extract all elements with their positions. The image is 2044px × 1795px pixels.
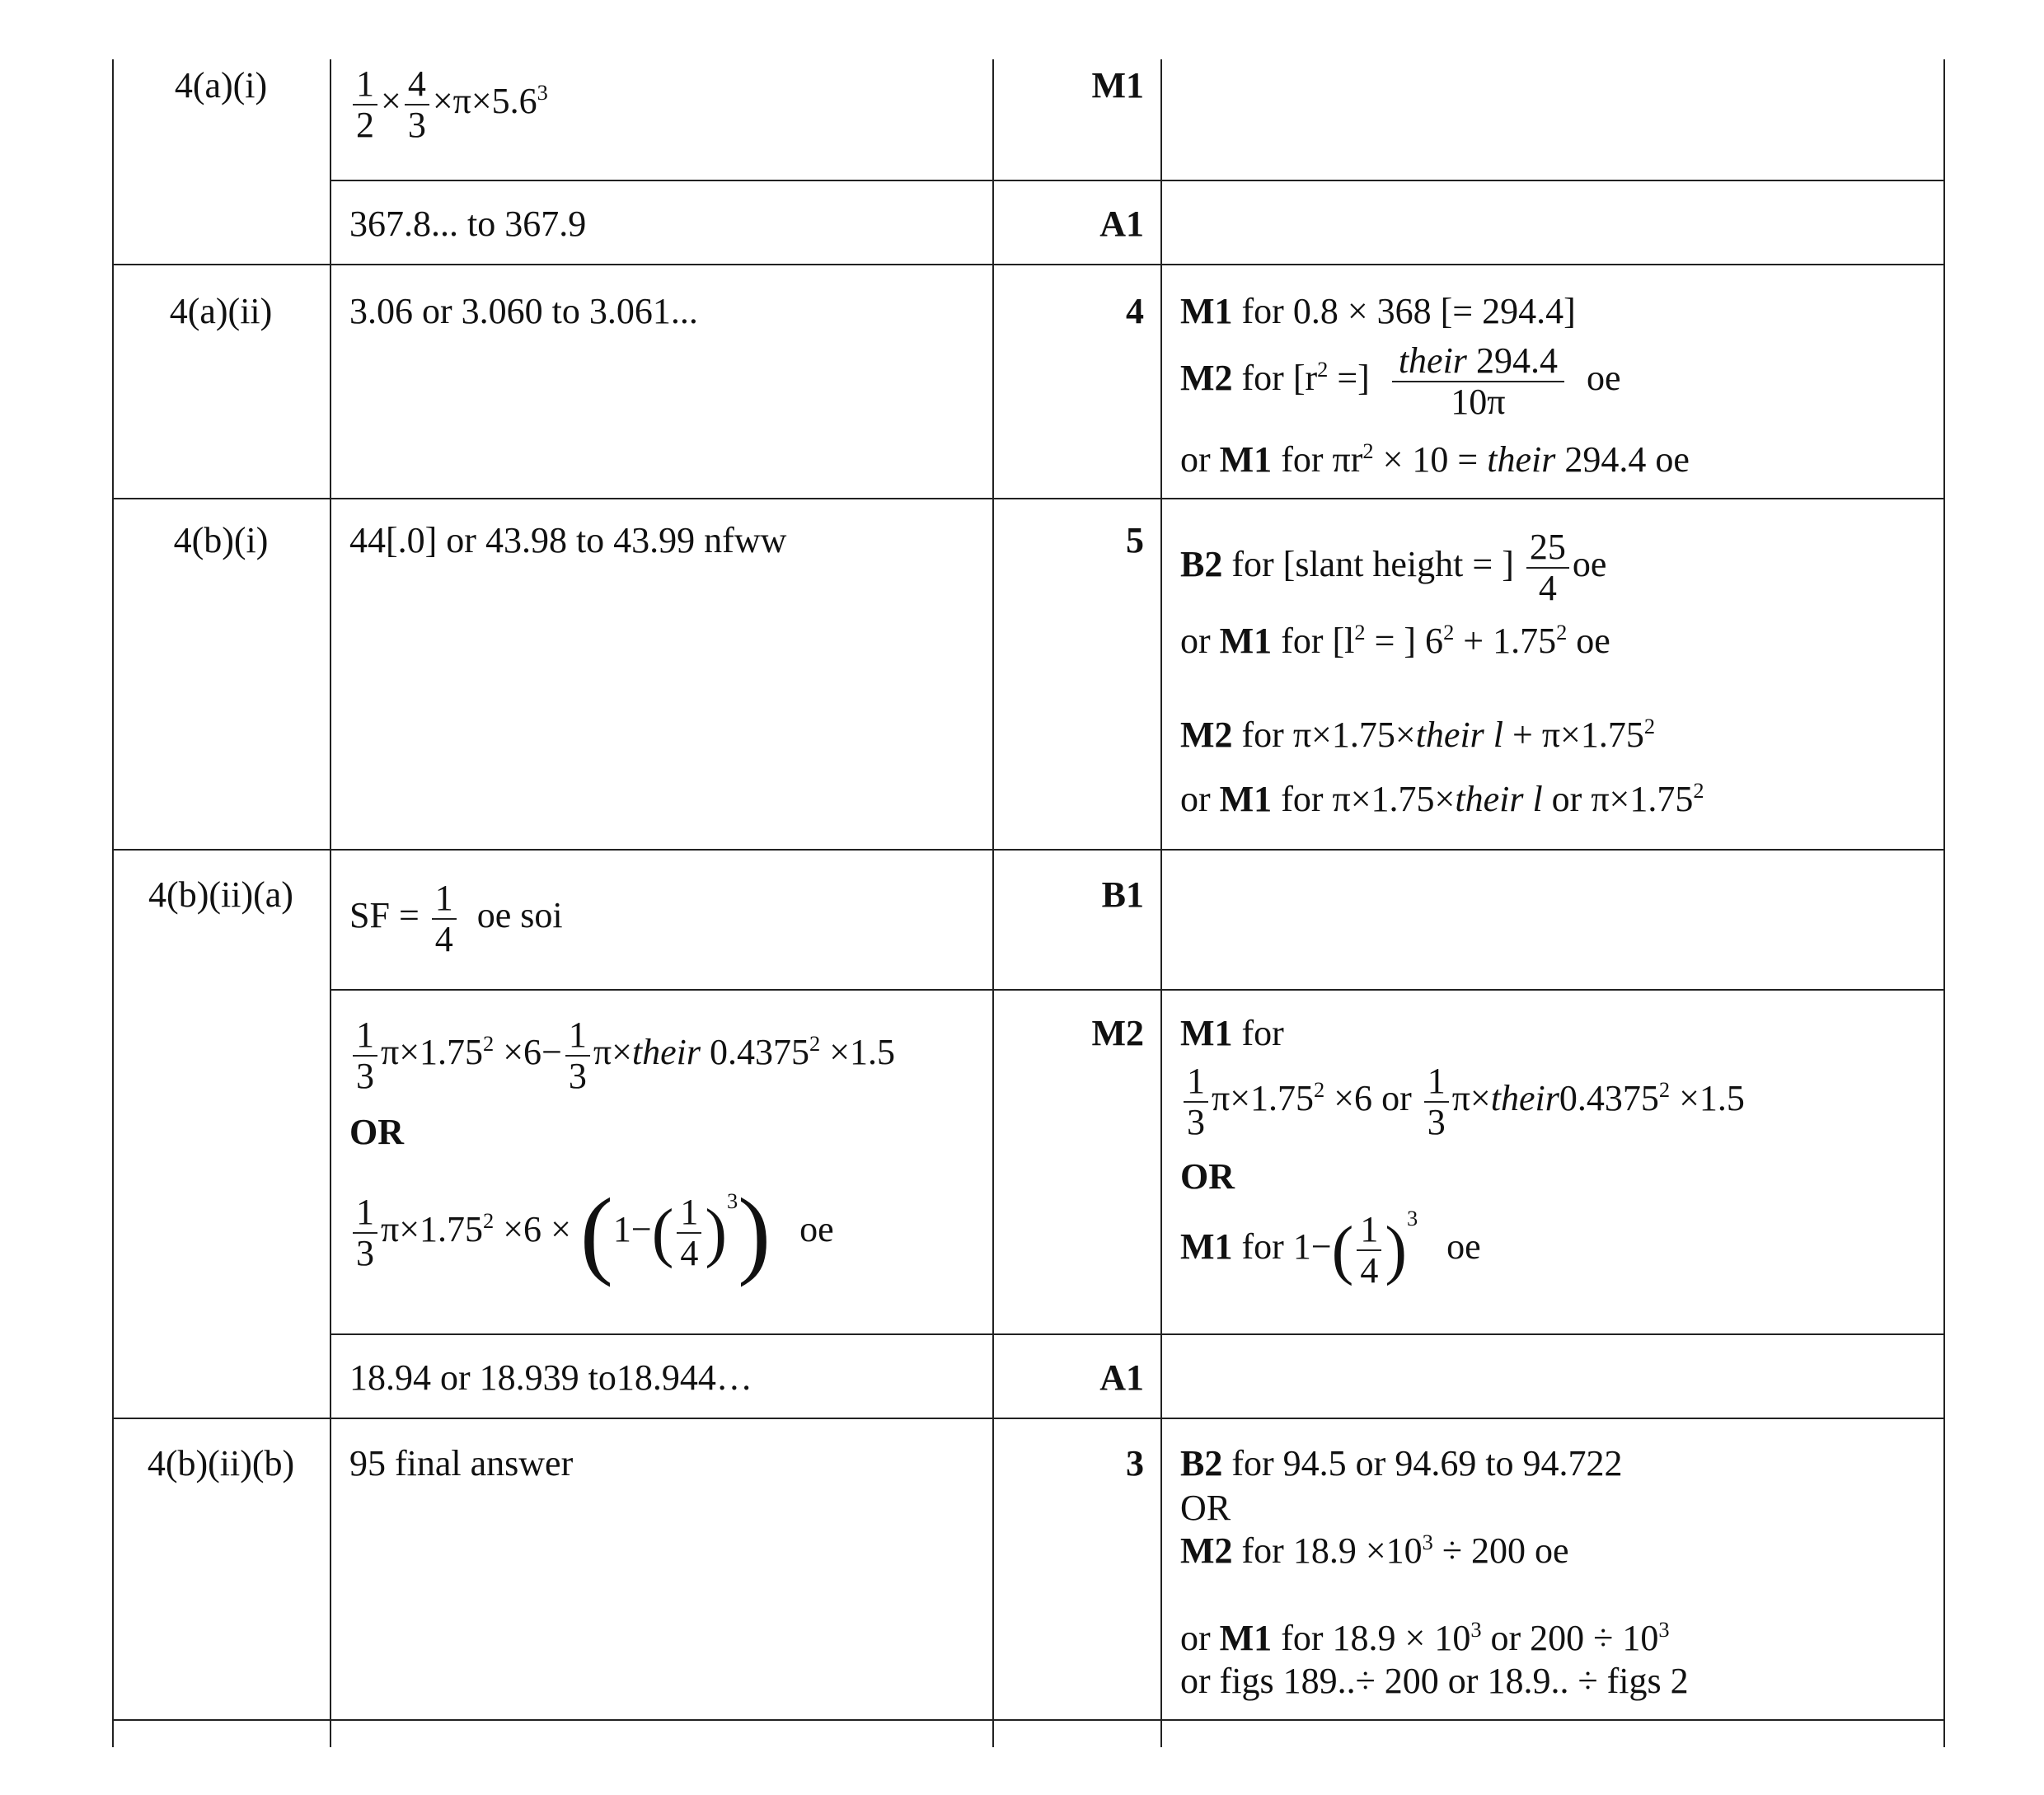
fraction: $\frac{1}{4}$ [677,1193,701,1273]
answer-text: 18.94 or 18.939 to18.944… [349,1357,752,1398]
fraction: $\frac{25}{4}$ [1526,527,1569,608]
answer-or: OR [349,1112,404,1152]
guidance-or: OR [1180,1156,1235,1197]
guidance-or: OR [1180,1488,1231,1528]
right-paren: ) [738,1178,771,1287]
answer-text: 367.8... to 367.9 [349,204,587,244]
column-divider-1 [330,59,331,1747]
guidance-line: M2 for [$r^2$ =] $\frac{\text{their 294.4}}{10\pi}$ oe [1180,340,1621,422]
guidance-line: or M1 for $\pi r^2 \times 10$ = their 294.4 oe [1180,438,1690,480]
question-number: 4(b)(ii)(b) [147,1443,295,1483]
question-number: 4(b)(ii)(a) [148,874,293,915]
mark: A1 [1099,204,1144,244]
guidance-line: B2 for [slant height = ] $\frac{25}{4}$ oe [1180,527,1607,608]
row-divider [330,180,1945,181]
row-divider [112,498,1945,499]
column-divider-3 [1160,59,1162,1747]
row-divider [112,1418,1945,1419]
fraction: $\frac{1}{2}$ [353,64,377,145]
answer-text: 95 final answer [349,1443,574,1483]
row-divider [112,849,1945,851]
guidance-line: or M1 for [$l^2$ = ] $6^2 + 1.75^2$ oe [1180,620,1610,661]
guidance-line: or M1 for π×1.75×their l or $\pi\times 1.75^2$ [1180,778,1704,819]
mark: B1 [1101,874,1144,915]
row-divider [112,1719,1945,1721]
mark: M2 [1091,1013,1144,1053]
mark: A1 [1099,1357,1144,1398]
answer-text: 44[.0] or 43.98 to 43.99 nfww [349,520,787,560]
row-divider [112,264,1945,265]
fraction: $\frac{1}{3}$ [353,1193,377,1273]
left-paren: ( [651,1197,674,1269]
answer-expression: SF = $\frac{1}{4}$ oe soi [349,878,563,959]
guidance-line: or M1 for $18.9 \times 10^3$ or $200 \div 10^3$ [1180,1617,1670,1658]
question-number: 4(a)(ii) [169,291,273,331]
fraction: $\frac{1}{3}$ [565,1015,590,1096]
guidance-line: M1 for 1−( $\frac{1}{4}$ )$^3$ oe [1180,1206,1481,1291]
answer-expression: $\frac{1}{2}$ × $\frac{4}{3}$ $\times\pi\times 5.6^3$ [349,64,548,145]
left-paren: ( [579,1178,613,1287]
mark: 4 [1126,291,1144,331]
mark: 5 [1126,520,1144,560]
fraction: $\frac{1}{3}$ [1184,1062,1208,1142]
answer-line: $\frac{1}{3}$ $\pi\times 1.75^2 \times 6 \times (1-$( $\frac{1}{4}$ )$^3$) oe [349,1183,834,1282]
mark: M1 [1091,65,1144,105]
fraction: $\frac{4}{3}$ [405,64,429,145]
fraction: $\frac{1}{3}$ [353,1015,377,1096]
left-paren: ( [1331,1214,1354,1286]
fraction: $\frac{1}{3}$ [1424,1062,1449,1142]
question-number: 4(a)(i) [174,65,268,105]
fraction: $\frac{1}{4}$ [1357,1210,1381,1291]
answer-text: 3.06 or 3.060 to 3.061... [349,291,698,331]
row-divider [330,1333,1945,1335]
question-number: 4(b)(i) [173,520,269,560]
fraction: $\frac{\text{their 294.4}}{10\pi}$ [1392,341,1564,422]
row-divider [330,989,1945,991]
guidance-line: M2 for $18.9 \times 10^3 \div 200$ oe [1180,1530,1569,1571]
fraction: $\frac{1}{4}$ [432,879,457,959]
right-paren: ) [1385,1214,1407,1286]
guidance-line: M1 for 0.8 × 368 [= 294.4] [1180,291,1576,331]
guidance-line: $\frac{1}{3}$ $\pi\times 1.75^2 \times 6$ or $\frac{1}{3}$ $\pi\times their0.4375^2 \times 1.5$ [1180,1062,1745,1142]
table-border-right [1943,59,1945,1747]
answer-line: $\frac{1}{3}$ $\pi\times 1.75^2 \times 6-$ $\frac{1}{3}$ π×their $0.4375^2 \times 1.5$ [349,1015,895,1096]
mark: 3 [1126,1443,1144,1483]
guidance-line: or figs 189..÷ 200 or 18.9.. ÷ figs 2 [1180,1661,1689,1701]
right-paren: ) [705,1197,727,1269]
guidance-line: M1 for [1180,1013,1284,1053]
guidance-line: B2 for 94.5 or 94.69 to 94.722 [1180,1443,1623,1483]
guidance-line: M2 for π×1.75×their $l + \pi\times 1.75^2$ [1180,714,1656,755]
